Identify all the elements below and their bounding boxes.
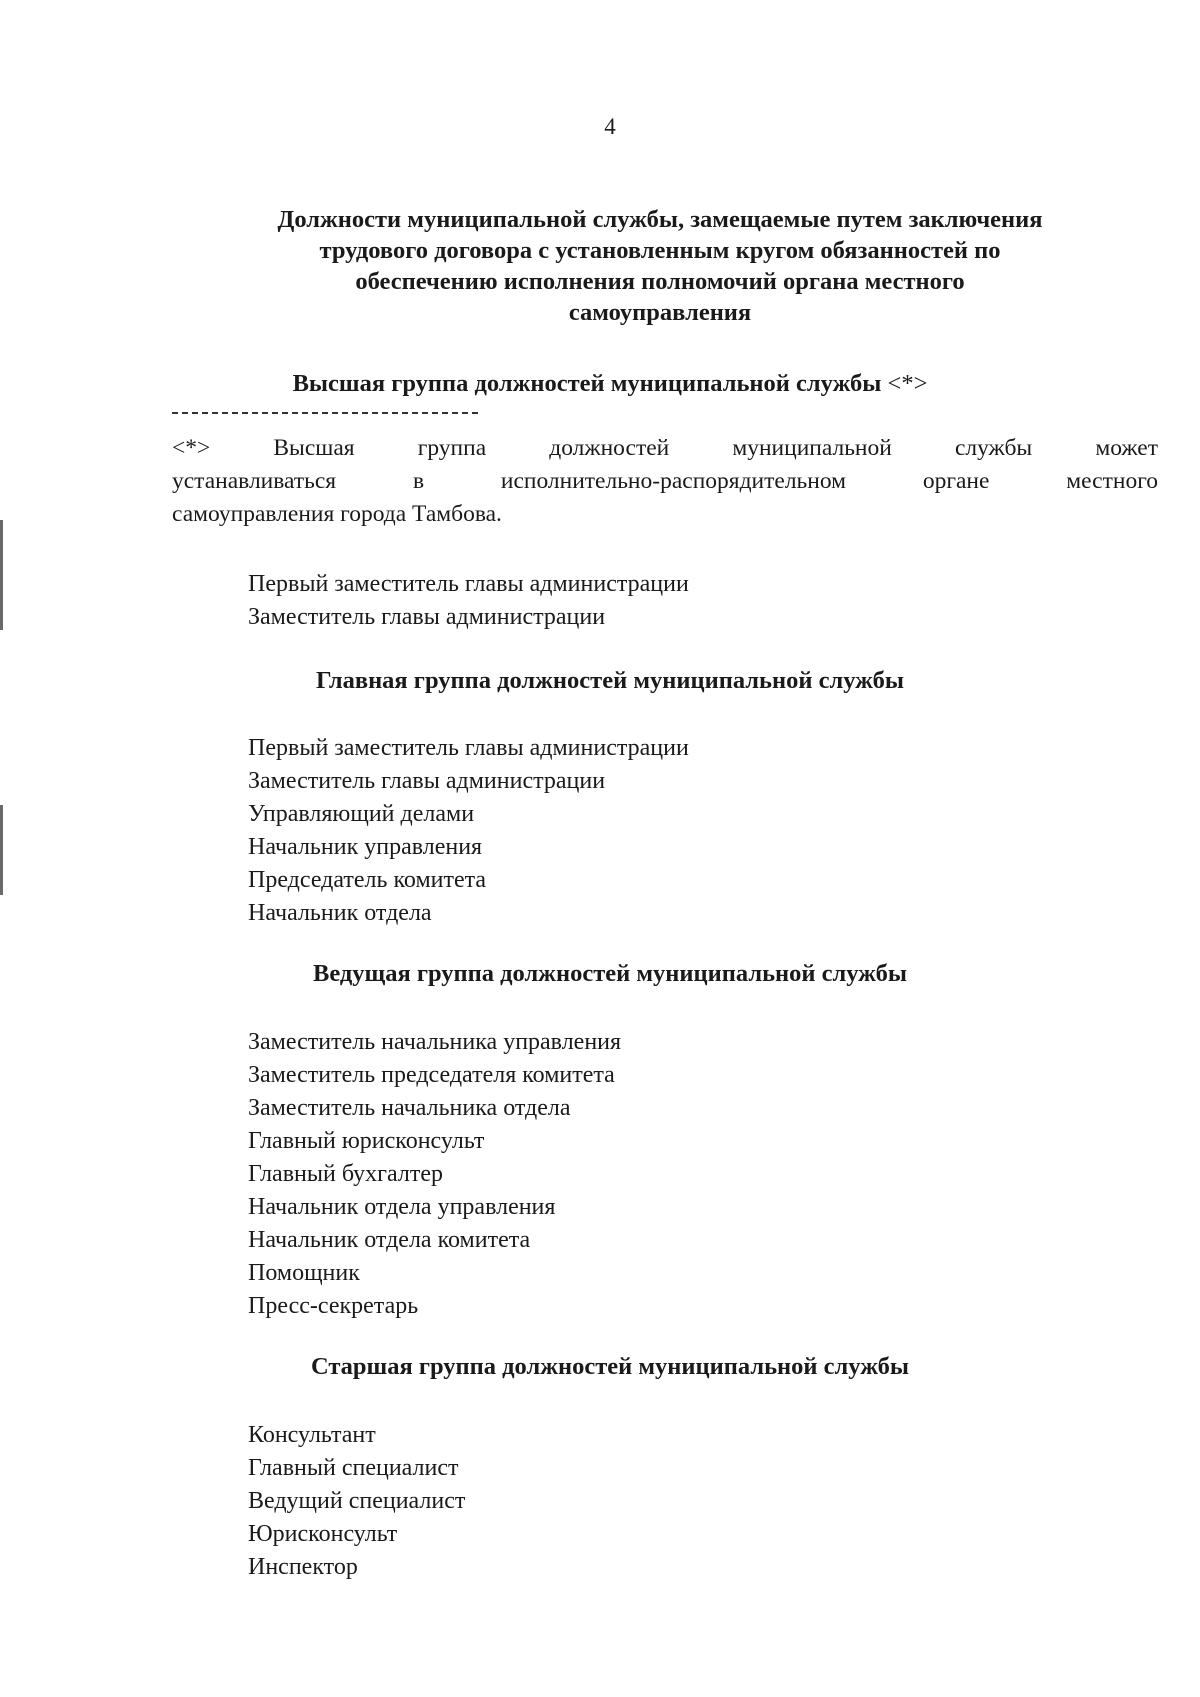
position-item: Первый заместитель главы администрации xyxy=(248,571,689,597)
position-item: Помощник xyxy=(248,1260,360,1286)
title-line: самоуправления xyxy=(568,299,752,326)
position-item: Первый заместитель главы администрации xyxy=(248,735,689,761)
position-item: Ведущий специалист xyxy=(248,1488,466,1514)
scan-edge-mark xyxy=(0,520,3,630)
position-item: Главный бухгалтер xyxy=(248,1161,443,1187)
footnote-line: <*> Высшая группа должностей муниципальной службы может xyxy=(172,435,1158,461)
footnote-line: устанавливаться в исполнительно-распорядительном органе местного xyxy=(172,468,1158,494)
document-title xyxy=(200,204,1120,328)
position-item: Заместитель главы администрации xyxy=(248,768,606,794)
footnote-marker: <*> xyxy=(887,370,928,397)
title-line: трудового договора с установленным кругом обязанностей по xyxy=(319,237,1001,264)
position-item: Консультант xyxy=(248,1422,376,1448)
position-item: Главный специалист xyxy=(248,1455,459,1481)
position-item: Председатель комитета xyxy=(248,867,487,893)
footnote-line: самоуправления города Тамбова. xyxy=(172,501,502,527)
position-item: Заместитель начальника управления xyxy=(248,1029,622,1055)
position-item: Главный юрисконсульт xyxy=(248,1128,485,1154)
highest-group-heading-text: Высшая группа должностей муниципальной службы xyxy=(292,370,882,397)
position-item: Начальник отдела управления xyxy=(248,1194,556,1220)
position-item: Пресс-секретарь xyxy=(248,1293,419,1319)
position-item: Юрисконсульт xyxy=(248,1521,398,1547)
position-item: Заместитель начальника отдела xyxy=(248,1095,571,1121)
position-item: Начальник отдела xyxy=(248,900,432,926)
position-item: Заместитель председателя комитета xyxy=(248,1062,615,1088)
leading-group-positions xyxy=(248,1026,621,1323)
leading-group-heading: Ведущая группа должностей муниципальной службы xyxy=(312,960,908,987)
title-line: обеспечению исполнения полномочий органа местного xyxy=(355,268,965,295)
position-item: Управляющий делами xyxy=(248,801,475,827)
senior-group-heading: Старшая группа должностей муниципальной службы xyxy=(310,1353,910,1380)
position-item: Заместитель главы администрации xyxy=(248,604,606,630)
position-item: Начальник управления xyxy=(248,834,483,860)
footnote xyxy=(172,432,1158,531)
main-group-positions xyxy=(248,732,689,930)
scan-edge-mark xyxy=(0,805,3,895)
page-number: 4 xyxy=(604,114,616,139)
highest-group-positions xyxy=(248,568,689,634)
title-line: Должности муниципальной службы, замещаемые путем заключения xyxy=(277,206,1043,233)
main-group-heading: Главная группа должностей муниципальной службы xyxy=(316,667,904,694)
position-item: Инспектор xyxy=(248,1554,358,1580)
highest-group-heading xyxy=(0,370,1200,398)
footnote-separator xyxy=(172,412,478,414)
senior-group-positions xyxy=(248,1419,465,1584)
position-item: Начальник отдела комитета xyxy=(248,1227,531,1253)
